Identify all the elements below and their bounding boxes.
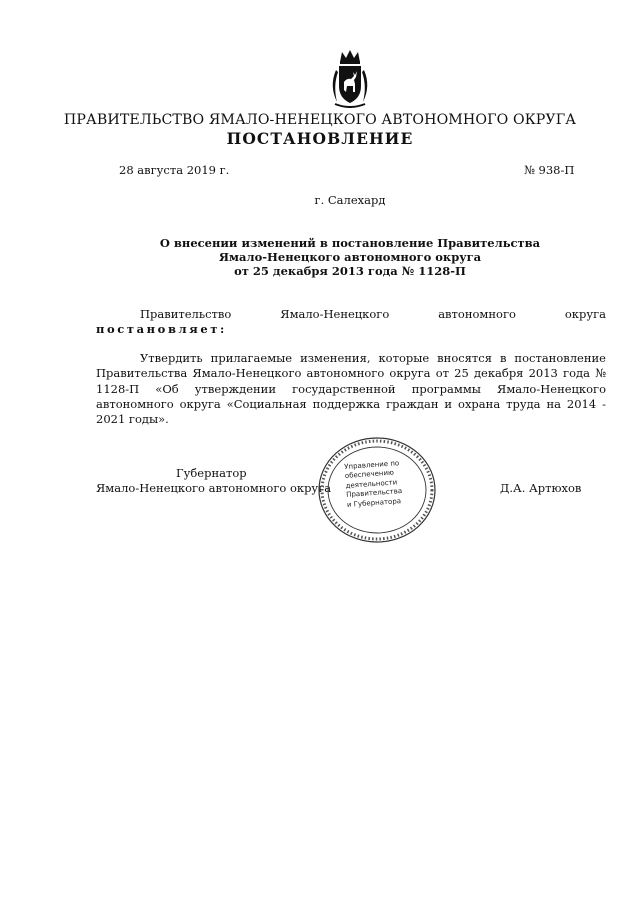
preamble-word: автономного: [438, 307, 516, 321]
document-place: г. Салехард: [314, 193, 386, 207]
seal-text: [344, 458, 423, 510]
signer-region: Ямало-Ненецкого автономного округа: [96, 481, 332, 495]
preamble: [96, 307, 606, 337]
document-date: 28 августа 2019 г.: [119, 163, 230, 177]
subject-line: О внесении изменений в постановление Правительства: [159, 236, 541, 250]
seal-line: Правительства: [345, 487, 403, 500]
decree-word: постановляет:: [96, 322, 227, 336]
body-paragraph: Утвердить прилагаемые изменения, которые вносятся в постановление Правительства Ямало-Ненецкого автономного округа от 25 декабря 2013 года № 1128-П «Об утверждении государственной программы Ямало-Ненецкого автономного округа «Социальная поддержка граждан и охрана труда на 2014 - 2021 годы».: [96, 351, 606, 427]
signer-name: Д.А. Артюхов: [500, 481, 582, 495]
document-type: ПОСТАНОВЛЕНИЕ: [226, 129, 414, 148]
document-number: № 938-П: [524, 163, 575, 177]
resolution-body: [96, 351, 606, 427]
signer-position: [96, 466, 336, 496]
document-subject: [0, 236, 640, 278]
government-title: ПРАВИТЕЛЬСТВО ЯМАЛО-НЕНЕЦКОГО АВТОНОМНОГО ОКРУГА: [63, 112, 577, 128]
seal-line: и Губернатора: [346, 496, 402, 509]
preamble-word: Правительство: [140, 307, 232, 321]
subject-line: от 25 декабря 2013 года № 1128-П: [234, 264, 466, 278]
preamble-word: округа: [564, 307, 606, 321]
seal-line: деятельности: [345, 478, 398, 490]
subject-line: Ямало-Ненецкого автономного округа: [218, 250, 482, 264]
signer-title: Губернатор: [176, 466, 247, 480]
preamble-word: Ямало-Ненецкого: [280, 307, 390, 321]
seal-line: Управление по: [344, 459, 400, 471]
coat-of-arms-icon: [327, 48, 373, 108]
seal-line: обеспечению: [344, 468, 395, 481]
